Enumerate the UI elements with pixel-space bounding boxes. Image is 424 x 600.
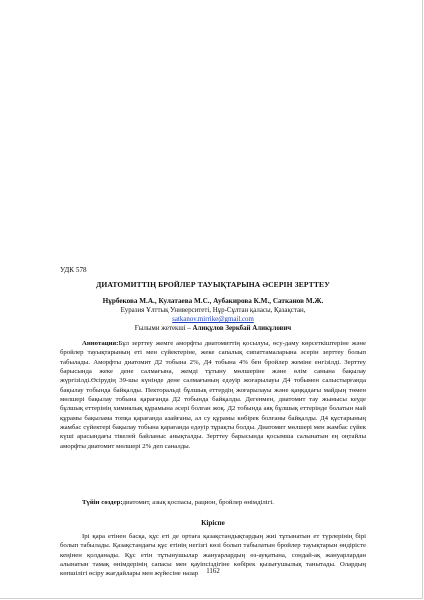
paper-title: ДИАТОМИТТІҢ БРОЙЛЕР ТАУЫҚТАРЫНА ӘСЕРІН ЗЕРТТЕУ xyxy=(96,280,330,289)
supervisor-label: Ғылыми жетекші – xyxy=(134,325,191,332)
udc-code: УДК 578 xyxy=(60,266,87,274)
author-email-link[interactable]: satkanov.mirrike@gmail.com xyxy=(172,316,254,323)
abstract-label: Аннотация: xyxy=(82,340,119,347)
intro-paragraph: Ірі қара етінен басқа, құс еті де ортаға қазақстандықтардың жиі тұтынатын ет түрлерінің бірі болып табылады. Қазақстандағы құс етінің негізгі көзі болып табылатын бройлер тауықтарын өндірісте кеңінен қолданады. Құс етін тұтынушылар жануарлардың өз-ауқатына, сондай-ақ жануарлардан алынатын тамақ өнімдерінің сапасы мен қауіпсіздігіне көбірек қызығушылық танытады. Олардың көпшілігі өсіру жағдайлары мен жүйесіне назар xyxy=(60,533,366,578)
supervisor-name: Алиқұлов Зеркбай Аликұлович xyxy=(192,325,292,332)
abstract-text: Бұл зерттеу жемге аморфты диатомиттің қосылуы, өсу-даму көрсеткіштеріне және бройлер тауықтарының еті мен сүйектеріне, жеке сапалық сипаттамаларына әсерін зерттеу болып табылады. Аморфты диатомит Д2 тобына 2%, Д4 тобына 4% бен бройлер жеміне енгізілді. Зерттеу барысында жеке дене салмағына, жемді тұтыну мөлшеріне және өлім санына бақылау жүргізілді.Өсірудің 39-шы күнінде дене салмағының едәуір жоғарылауы Д4 тобымен салыстырғанда бақылау тобында байқалды. Пекторальді бұлшық еттердің жоғарылауы және қаңқадағы майдың төмен мөлшері бақылау тобына қарағанда Д2 тобында байқалды. Дегенмен, диатомит тау жынысы кеуде бұлшық еттерінің химиялық құрамына әсері болған жоқ. Д2 тобында аяқ бұлшық еттерінде болатын май құрамы бақылама топқа қарағанда азайғаны, ал су құрамы көбірек болғаны байқалды. Д4 құстарының жамбас сүйектері бақылау тобына қарағанда едәуір тұрақты болды. Диатомит мөлшері мен жамбас сүйек күші арасындағы тікелей байланыс анықталды. Зерттеу барысында қосымша салынатын ең оңтайлы аморфты диатомит мөлшері 2% деп саналды. xyxy=(60,340,366,450)
keywords-label: Түйін сөздер: xyxy=(82,499,123,506)
affiliation: Еуразия Ұлттық Университеті, Нұр-Сұлтан қаласы, Қазақстан, xyxy=(120,307,306,314)
page-number: 1162 xyxy=(206,568,220,575)
keywords xyxy=(60,498,366,507)
intro-heading: Кіріспе xyxy=(201,519,225,527)
keywords-text: диатомит, азық қоспасы, рацион, бройлер өнімділігі. xyxy=(122,499,274,506)
authors: Нұрбекова М.А., Кулатаева М.С., Аубакирова К.М., Сатканов М.Ж. xyxy=(102,297,324,305)
supervisor-line xyxy=(60,325,366,332)
abstract xyxy=(60,339,366,451)
